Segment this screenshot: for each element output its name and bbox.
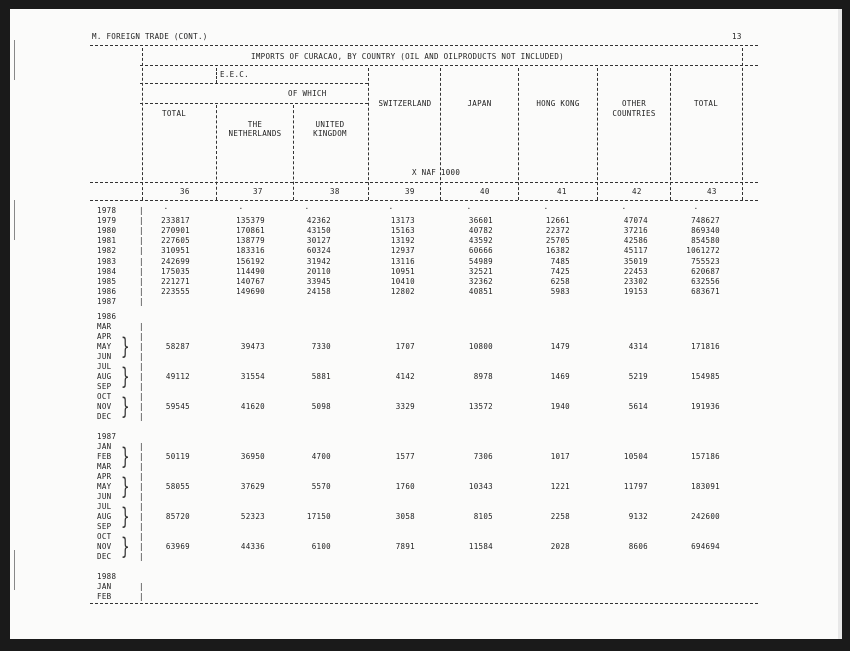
row-month: OCT [97, 392, 112, 401]
row-separator: | [139, 462, 144, 471]
cell-value: 9132 [628, 512, 648, 521]
row-separator: | [139, 352, 144, 361]
column-separator [670, 68, 671, 200]
row-year: 1986 [97, 286, 117, 296]
cell-value: 16382 [545, 246, 570, 256]
column-separator [293, 105, 294, 200]
row-separator: | [139, 522, 144, 531]
cell-value: 30127 [306, 236, 331, 246]
cell-value: 7330 [311, 342, 331, 351]
cell-value: 42586 [623, 236, 648, 246]
cell-value: 620687 [691, 266, 720, 276]
cell-value: 13173 [390, 216, 415, 226]
column-separator [518, 68, 519, 200]
row-month: JUL [97, 502, 112, 511]
table-title: IMPORTS OF CURACAO, BY COUNTRY (OIL AND OILPRODUCTS NOT INCLUDED) [251, 52, 564, 61]
row-year: 1980 [97, 226, 117, 236]
row-month: SEP [97, 382, 112, 391]
row-separator: | [139, 402, 144, 411]
cell-value: 154985 [691, 372, 720, 381]
cell-value: 8978 [473, 372, 493, 381]
row-separator: | [139, 296, 144, 306]
cell-value: 10343 [468, 482, 493, 491]
brace-icon: } [120, 534, 130, 560]
cell-value: 11584 [468, 542, 493, 551]
brace-icon: } [120, 394, 130, 420]
row-separator: | [139, 246, 144, 256]
header-switzerland: SWITZERLAND [378, 99, 432, 108]
row-separator: | [139, 452, 144, 461]
cell-value: 223555 [161, 286, 190, 296]
row-separator: | [139, 592, 144, 601]
header-japan: JAPAN [467, 99, 492, 108]
cell-value: 191936 [691, 402, 720, 411]
cell-value: 45117 [623, 246, 648, 256]
row-separator: | [139, 472, 144, 481]
cell-value: 12802 [390, 286, 415, 296]
cell-value: 42362 [306, 216, 331, 226]
cell-value: 683671 [691, 286, 720, 296]
cell-value: 270901 [161, 226, 190, 236]
column-separator [742, 48, 743, 200]
header-eec: E.E.C. [220, 70, 249, 79]
cell-value: 33945 [306, 276, 331, 286]
cell-value: 36950 [240, 452, 265, 461]
cell-value: 31554 [240, 372, 265, 381]
row-year: 1979 [97, 216, 117, 226]
row-separator: | [139, 492, 144, 501]
row-month: MAR [97, 322, 112, 331]
header-total-eec: TOTAL [162, 109, 187, 118]
cell-value: 869340 [691, 226, 720, 236]
row-separator: | [139, 412, 144, 421]
cell-value: 5983 [550, 286, 570, 296]
row-separator: | [139, 216, 144, 226]
cell-value: 19153 [623, 286, 648, 296]
column-number: 41 [557, 187, 567, 196]
column-separator [440, 68, 441, 200]
column-number: 42 [632, 187, 642, 196]
cell-value: 1061272 [686, 246, 720, 256]
cell-value: . [466, 202, 472, 211]
period-year: 1988 [97, 572, 117, 581]
cell-value: 10951 [390, 266, 415, 276]
binder-mark [14, 550, 21, 590]
row-separator: | [139, 582, 144, 591]
cell-value: 50119 [165, 452, 190, 461]
cell-value: 242600 [691, 512, 720, 521]
cell-value: 632556 [691, 276, 720, 286]
cell-value: 36601 [468, 216, 493, 226]
row-month: NOV [97, 542, 112, 551]
cell-value: 10800 [468, 342, 493, 351]
row-separator: | [139, 442, 144, 451]
cell-value: 748627 [691, 216, 720, 226]
cell-value: 22372 [545, 226, 570, 236]
header-other-1: OTHER [621, 99, 647, 108]
cell-value: 63969 [165, 542, 190, 551]
row-separator: | [139, 482, 144, 491]
cell-value: 47074 [623, 216, 648, 226]
column-number: 38 [330, 187, 340, 196]
cell-value: 171816 [691, 342, 720, 351]
cell-value: 694694 [691, 542, 720, 551]
cell-value: 23302 [623, 276, 648, 286]
binder-mark [14, 40, 21, 80]
cell-value: 7306 [473, 452, 493, 461]
brace-icon: } [120, 504, 130, 530]
row-month: APR [97, 332, 112, 341]
cell-value: 13572 [468, 402, 493, 411]
period-year: 1986 [97, 312, 117, 321]
column-number: 43 [707, 187, 717, 196]
column-separator [216, 105, 217, 200]
cell-value: 1469 [550, 372, 570, 381]
cell-value: 15163 [390, 226, 415, 236]
cell-value: . [163, 202, 169, 211]
row-month: JUN [97, 352, 112, 361]
cell-value: 156192 [236, 256, 265, 266]
cell-value: 35019 [623, 256, 648, 266]
cell-value: 32362 [468, 276, 493, 286]
header-netherlands-1: THE [247, 120, 263, 129]
row-separator: | [139, 542, 144, 551]
row-year: 1982 [97, 246, 117, 256]
cell-value: 52323 [240, 512, 265, 521]
header-hong-kong: HONG KONG [536, 99, 580, 108]
cell-value: 1221 [550, 482, 570, 491]
row-separator: | [139, 382, 144, 391]
cell-value: 1017 [550, 452, 570, 461]
cell-value: 43150 [306, 226, 331, 236]
divider [140, 83, 368, 84]
column-number: 36 [180, 187, 190, 196]
cell-value: 175035 [161, 266, 190, 276]
row-month: SEP [97, 522, 112, 531]
row-month: OCT [97, 532, 112, 541]
cell-value: 4314 [628, 342, 648, 351]
row-month: AUG [97, 372, 112, 381]
cell-value: . [693, 202, 699, 211]
row-month: DEC [97, 412, 112, 421]
row-separator: | [139, 322, 144, 331]
cell-value: 32521 [468, 266, 493, 276]
cell-value: 40782 [468, 226, 493, 236]
cell-value: 149690 [236, 286, 265, 296]
column-separator [142, 48, 143, 200]
row-separator: | [139, 256, 144, 266]
column-separator [597, 68, 598, 200]
column-number: 37 [253, 187, 263, 196]
cell-value: 13192 [390, 236, 415, 246]
cell-value: 31942 [306, 256, 331, 266]
row-separator: | [139, 392, 144, 401]
brace-icon: } [120, 444, 130, 470]
cell-value: 25705 [545, 236, 570, 246]
row-year: 1985 [97, 276, 117, 286]
row-year: 1987 [97, 296, 117, 306]
cell-value: . [543, 202, 549, 211]
row-separator: | [139, 532, 144, 541]
cell-value: 2028 [550, 542, 570, 551]
column-separator [216, 68, 217, 83]
cell-value: 60324 [306, 246, 331, 256]
cell-value: 755523 [691, 256, 720, 266]
cell-value: 1707 [395, 342, 415, 351]
cell-value: 10410 [390, 276, 415, 286]
section-heading: M. FOREIGN TRADE (CONT.) [92, 32, 208, 41]
row-month: MAY [97, 482, 112, 491]
row-month: MAR [97, 462, 112, 471]
cell-value: 22453 [623, 266, 648, 276]
row-separator: | [139, 226, 144, 236]
row-separator: | [139, 206, 144, 215]
header-grand-total: TOTAL [693, 99, 719, 108]
cell-value: 6258 [550, 276, 570, 286]
cell-value: 5614 [628, 402, 648, 411]
cell-value: 4700 [311, 452, 331, 461]
cell-value: 17150 [306, 512, 331, 521]
row-separator: | [139, 552, 144, 561]
cell-value: 7485 [550, 256, 570, 266]
row-year: 1981 [97, 236, 117, 246]
row-month: APR [97, 472, 112, 481]
cell-value: 20110 [306, 266, 331, 276]
cell-value: 41620 [240, 402, 265, 411]
row-separator: | [139, 372, 144, 381]
column-number: 40 [480, 187, 490, 196]
cell-value: 49112 [165, 372, 190, 381]
cell-value: . [621, 202, 627, 211]
row-month: JUL [97, 362, 112, 371]
cell-value: 854580 [691, 236, 720, 246]
brace-icon: } [120, 334, 130, 360]
row-month: FEB [97, 452, 112, 461]
cell-value: 3329 [395, 402, 415, 411]
cell-value: 135379 [236, 216, 265, 226]
cell-value: 37216 [623, 226, 648, 236]
unit-label: X NAF 1000 [412, 168, 461, 177]
row-month: DEC [97, 552, 112, 561]
cell-value: 5098 [311, 402, 331, 411]
page-number: 13 [732, 32, 742, 41]
cell-value: 11797 [623, 482, 648, 491]
cell-value: 8606 [628, 542, 648, 551]
cell-value: 60666 [468, 246, 493, 256]
row-separator: | [139, 286, 144, 296]
row-month: MAY [97, 342, 112, 351]
header-netherlands-2: NETHERLANDS [228, 129, 282, 138]
row-month: JUN [97, 492, 112, 501]
binder-mark [14, 200, 21, 240]
cell-value: 58055 [165, 482, 190, 491]
cell-value: 138779 [236, 236, 265, 246]
row-month: AUG [97, 512, 112, 521]
cell-value: 8105 [473, 512, 493, 521]
cell-value: 1577 [395, 452, 415, 461]
cell-value: 40851 [468, 286, 493, 296]
header-uk-2: KINGDOM [313, 129, 347, 138]
row-separator: | [139, 266, 144, 276]
cell-value: 2258 [550, 512, 570, 521]
divider [140, 103, 368, 104]
cell-value: 6100 [311, 542, 331, 551]
cell-value: 1940 [550, 402, 570, 411]
cell-value: 10504 [623, 452, 648, 461]
cell-value: 24158 [306, 286, 331, 296]
cell-value: 44336 [240, 542, 265, 551]
cell-value: 170861 [236, 226, 265, 236]
page-edge [838, 9, 842, 639]
brace-icon: } [120, 474, 130, 500]
cell-value: 5881 [311, 372, 331, 381]
cell-value: . [238, 202, 244, 211]
column-separator [368, 68, 369, 200]
cell-value: 12937 [390, 246, 415, 256]
divider [140, 65, 758, 66]
period-year: 1987 [97, 432, 117, 441]
cell-value: 310951 [161, 246, 190, 256]
cell-value: 43592 [468, 236, 493, 246]
cell-value: 183316 [236, 246, 265, 256]
cell-value: 7425 [550, 266, 570, 276]
cell-value: 221271 [161, 276, 190, 286]
cell-value: 1760 [395, 482, 415, 491]
cell-value: 59545 [165, 402, 190, 411]
brace-icon: } [120, 364, 130, 390]
row-separator: | [139, 362, 144, 371]
divider [90, 45, 758, 46]
cell-value: . [388, 202, 394, 211]
cell-value: 39473 [240, 342, 265, 351]
cell-value: 157186 [691, 452, 720, 461]
cell-value: 140767 [236, 276, 265, 286]
cell-value: . [304, 202, 310, 211]
cell-value: 37629 [240, 482, 265, 491]
divider [90, 182, 758, 183]
row-month: JAN [97, 582, 112, 591]
cell-value: 5570 [311, 482, 331, 491]
cell-value: 85720 [165, 512, 190, 521]
header-other-2: COUNTRIES [612, 109, 656, 118]
row-year: 1983 [97, 256, 117, 266]
row-separator: | [139, 332, 144, 341]
row-month: NOV [97, 402, 112, 411]
header-of-which: OF WHICH [288, 89, 327, 98]
row-separator: | [139, 512, 144, 521]
row-year: 1978 [97, 206, 117, 215]
cell-value: 3058 [395, 512, 415, 521]
column-number: 39 [405, 187, 415, 196]
cell-value: 5219 [628, 372, 648, 381]
row-separator: | [139, 276, 144, 286]
divider [90, 603, 758, 604]
cell-value: 114490 [236, 266, 265, 276]
divider [90, 200, 758, 201]
cell-value: 58287 [165, 342, 190, 351]
cell-value: 13116 [390, 256, 415, 266]
cell-value: 242699 [161, 256, 190, 266]
cell-value: 1479 [550, 342, 570, 351]
header-uk-1: UNITED [315, 120, 345, 129]
cell-value: 54989 [468, 256, 493, 266]
row-month: JAN [97, 442, 112, 451]
cell-value: 4142 [395, 372, 415, 381]
row-year: 1984 [97, 266, 117, 276]
row-separator: | [139, 342, 144, 351]
cell-value: 183091 [691, 482, 720, 491]
cell-value: 227605 [161, 236, 190, 246]
row-separator: | [139, 236, 144, 246]
row-separator: | [139, 502, 144, 511]
cell-value: 233817 [161, 216, 190, 226]
cell-value: 12661 [545, 216, 570, 226]
row-month: FEB [97, 592, 112, 601]
cell-value: 7891 [395, 542, 415, 551]
